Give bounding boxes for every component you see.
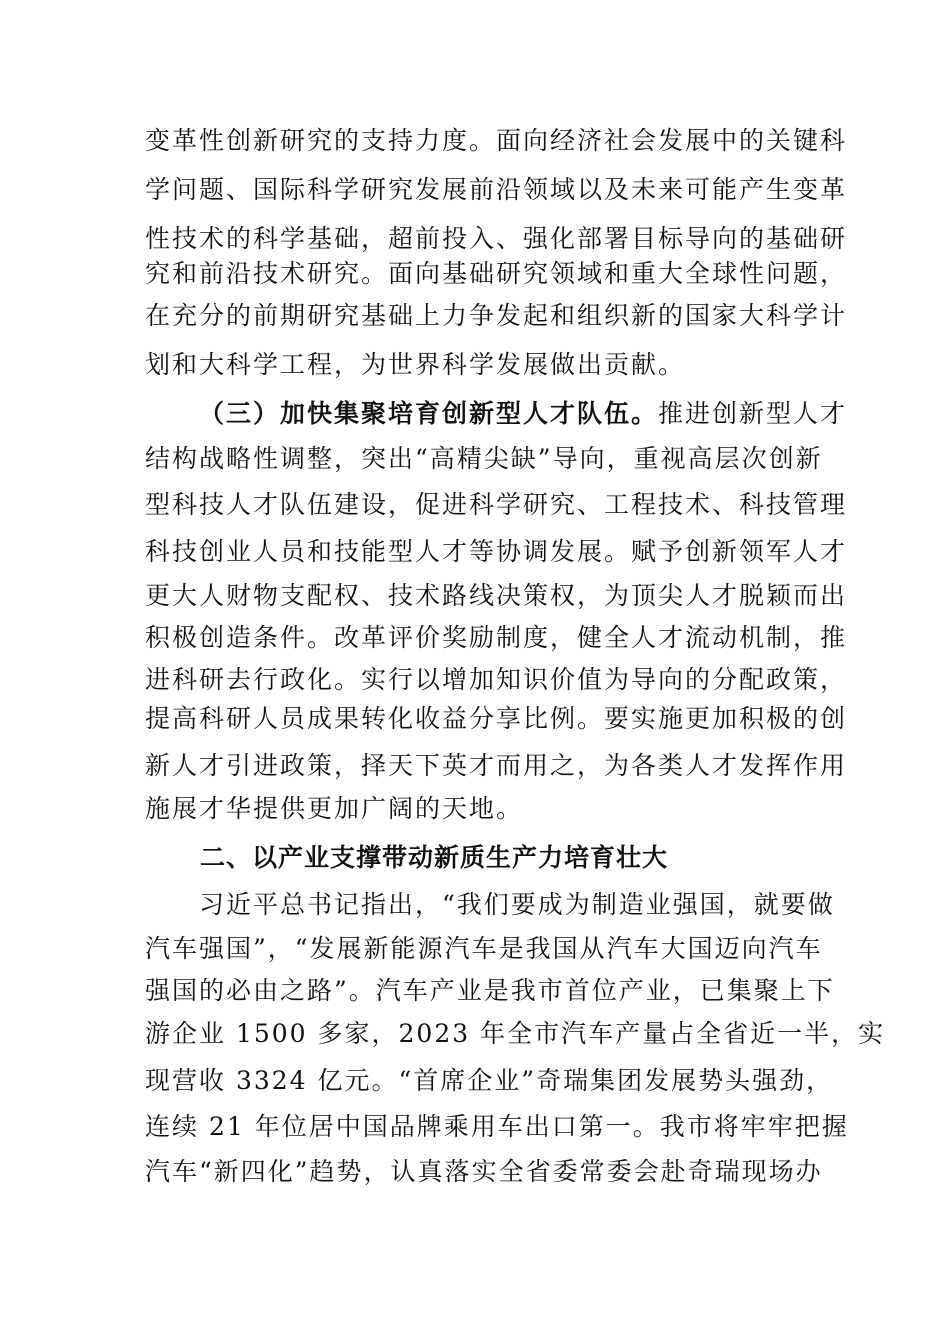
- subsection-title: （三）加快集聚培育创新型人才队伍。: [199, 399, 659, 428]
- text-line: 科技创业人员和技能型人才等协调发展。赋予创新领军人才: [145, 537, 848, 566]
- text-line: 结构战略性调整，突出“高精尖缺”导向，重视高层次创新: [145, 444, 823, 473]
- text-line: 更大人财物支配权、技术路线决策权，为顶尖人才脱颖而出: [145, 581, 848, 610]
- text-line: 汽车“新四化”趋势，认真落实全省委常委会赴奇瑞现场办: [145, 1157, 823, 1186]
- section-heading: 二、以产业支撑带动新质生产力培育壮大: [200, 843, 669, 872]
- text-line: 汽车强国”，“发展新能源汽车是我国从汽车大国迈向汽车: [145, 934, 823, 963]
- subsection-first-line: [145, 398, 848, 430]
- text-line: 游企业 1500 多家，2023 年全市汽车产量占全省近一半，实: [145, 1019, 886, 1048]
- text-line: 划和大科学工程，为世界科学发展做出贡献。: [145, 350, 686, 379]
- text-line: 提高科研人员成果转化收益分享比例。要实施更加积极的创: [145, 704, 848, 733]
- text-line: 型科技人才队伍建设，促进科学研究、工程技术、科技管理: [145, 490, 848, 519]
- subsection-text: 推进创新型人才: [658, 399, 848, 428]
- text-line: 学问题、国际科学研究发展前沿领域以及未来可能产生变革: [145, 175, 848, 204]
- text-line: 习近平总书记指出，“我们要成为制造业强国，就要做: [145, 890, 835, 919]
- text-line: 究和前沿技术研究。面向基础研究领域和重大全球性问题，: [145, 259, 848, 288]
- text-line: 施展才华提供更加广阔的天地。: [145, 794, 524, 823]
- text-line: 连续 21 年位居中国品牌乘用车出口第一。我市将牢牢把握: [145, 1112, 849, 1141]
- text-line: 强国的必由之路”。汽车产业是我市首位产业，已集聚上下: [145, 976, 835, 1005]
- text-line: 在充分的前期研究基础上力争发起和组织新的国家大科学计: [145, 301, 848, 330]
- text-line: 现营收 3324 亿元。“首席企业”奇瑞集团发展势头强劲，: [145, 1066, 834, 1095]
- text-line: 变革性创新研究的支持力度。面向经济社会发展中的关键科: [145, 126, 848, 155]
- text-line: 积极创造条件。改革评价奖励制度，健全人才流动机制，推: [145, 623, 848, 652]
- text-line: 新人才引进政策，择天下英才而用之，为各类人才发挥作用: [145, 751, 848, 780]
- text-line: 性技术的科学基础，超前投入、强化部署目标导向的基础研: [145, 224, 848, 253]
- text-line: 进科研去行政化。实行以增加知识价值为导向的分配政策，: [145, 665, 848, 694]
